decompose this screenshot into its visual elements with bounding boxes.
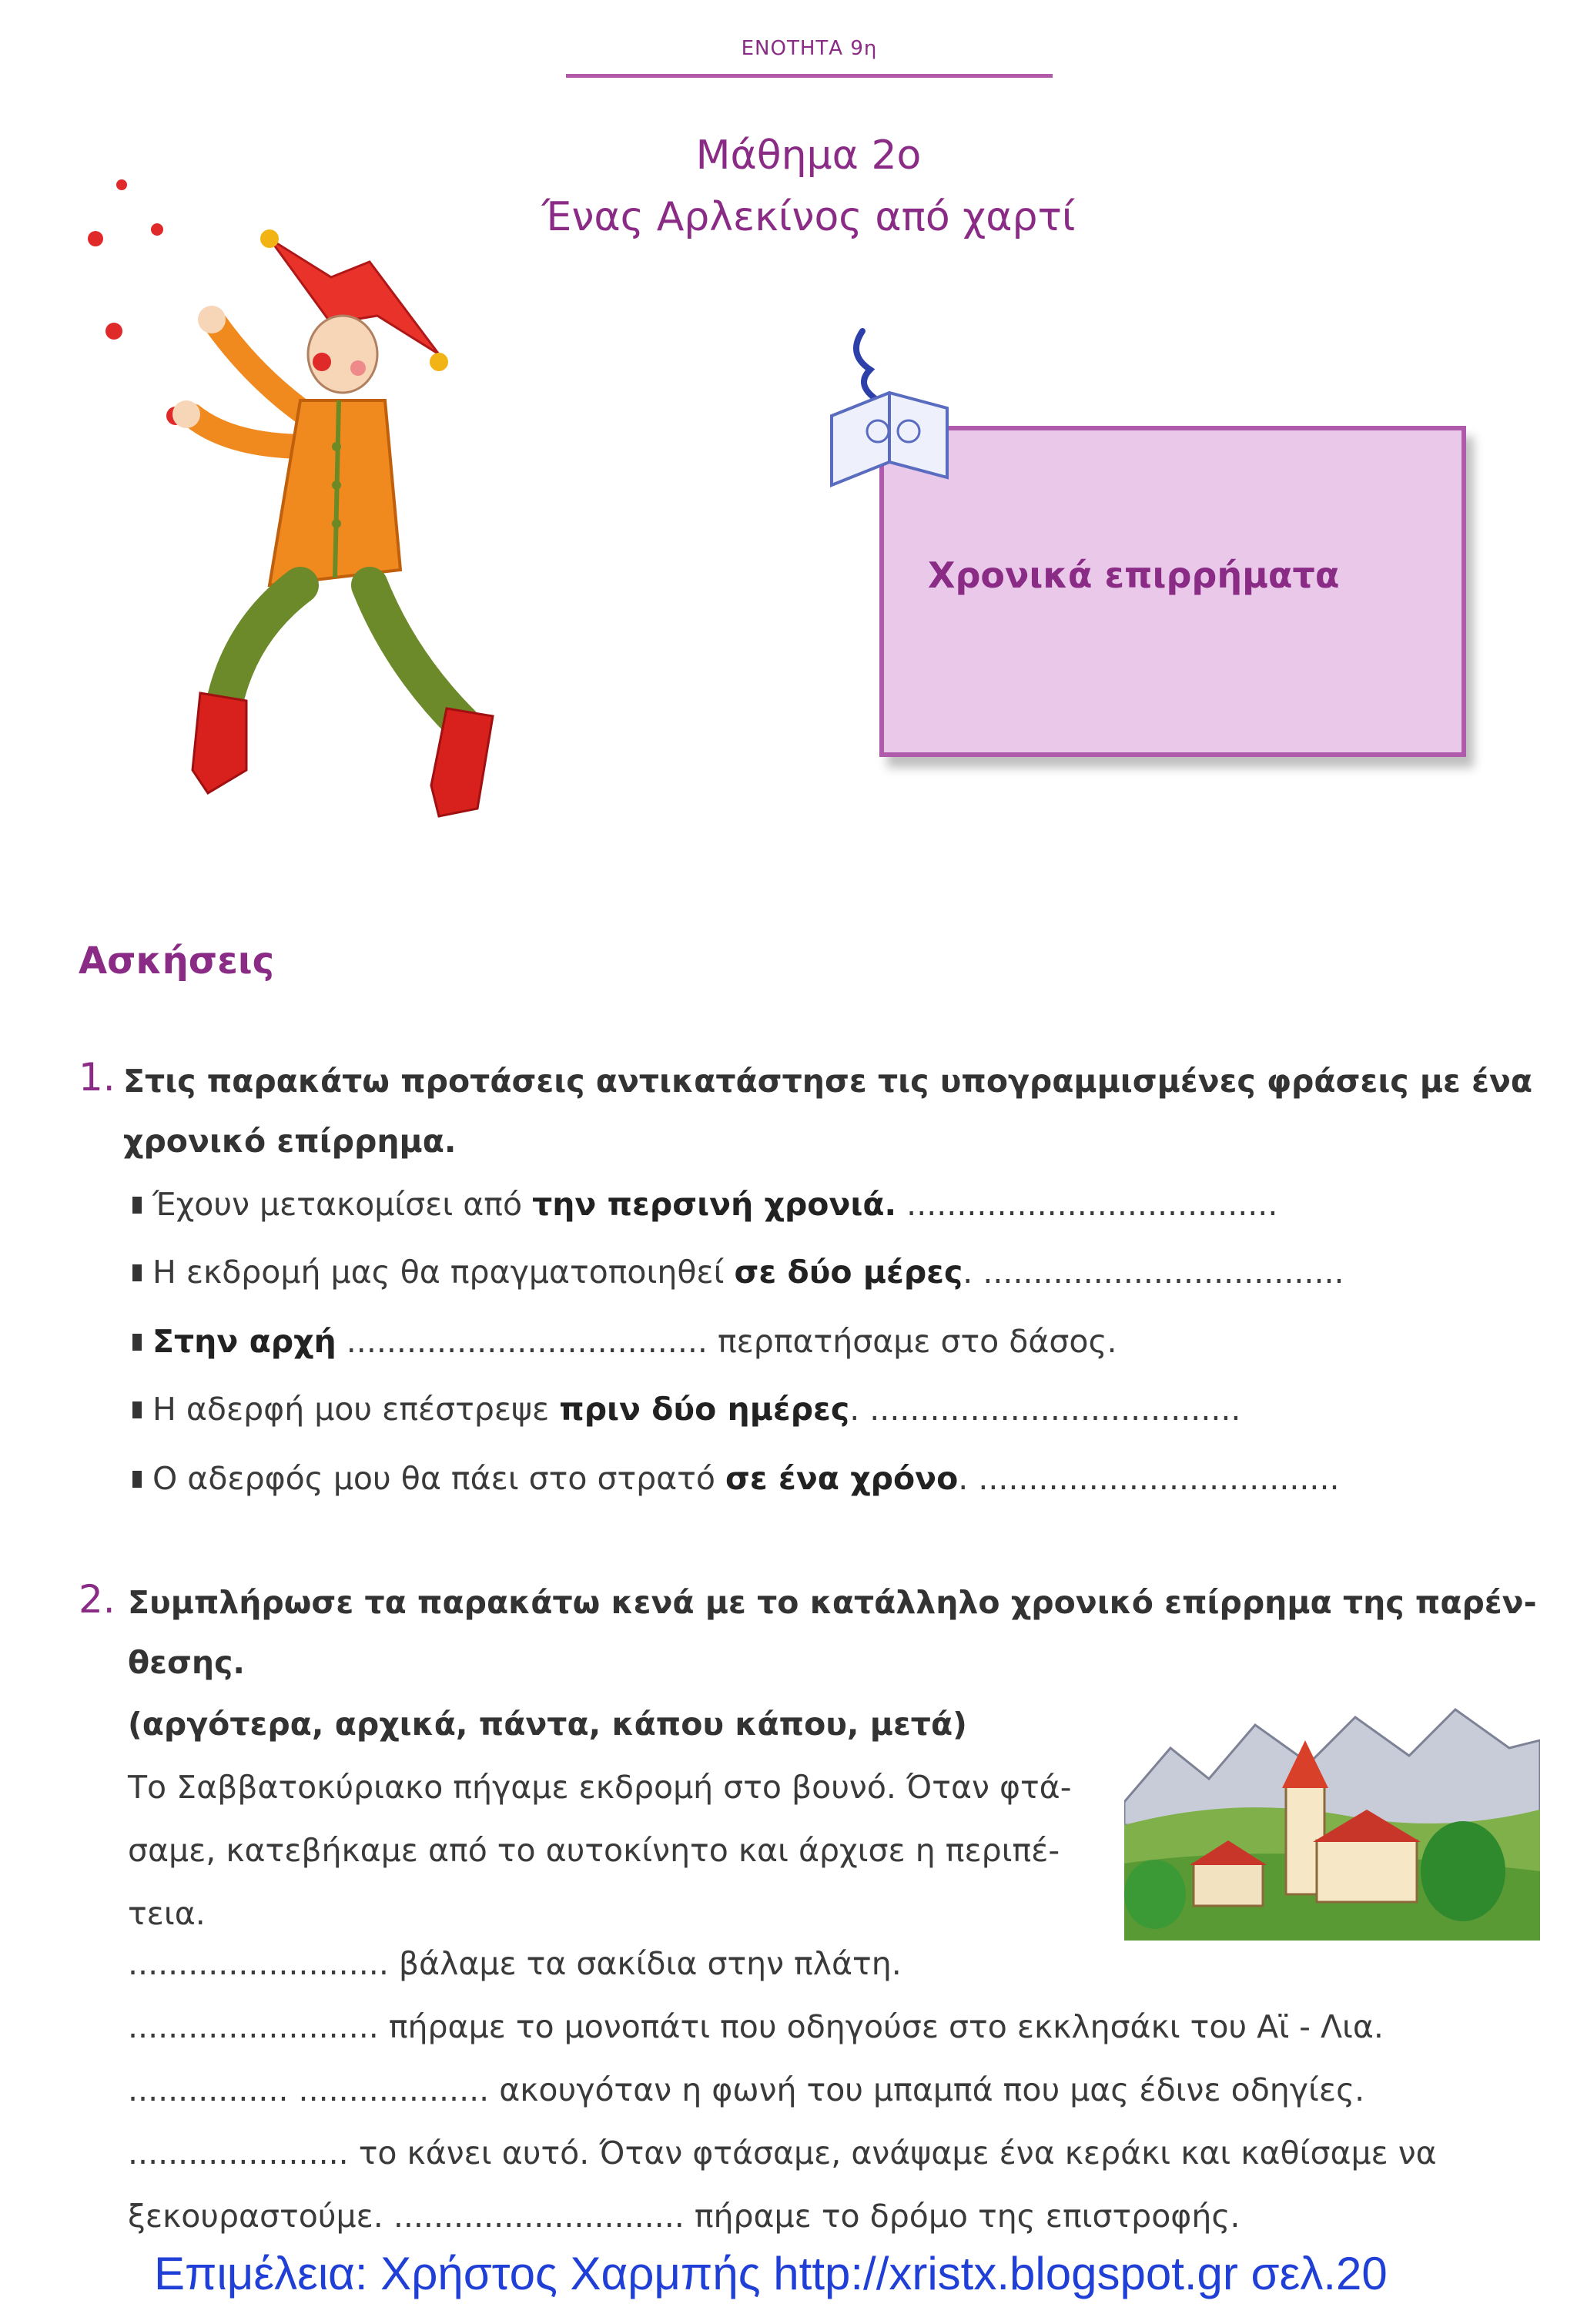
lesson-title: Ένας Αρλεκίνος από χαρτί <box>541 194 1076 240</box>
exercises-heading: Ασκήσεις <box>79 939 275 983</box>
exercise-2-paragraph-line: σαμε, κατεβήκαμε από το αυτοκίνητο και άρχισε η περιπέ- <box>128 1832 1060 1869</box>
bullet-icon <box>132 1471 142 1488</box>
village-landscape-illustration <box>1124 1694 1540 1941</box>
section-header: ΕΝΟΤΗΤΑ 9η <box>741 37 878 60</box>
bullet-icon <box>132 1334 142 1351</box>
harlequin-illustration <box>77 169 539 862</box>
exercise-2-paragraph-line: Το Σαββατοκύριακο πήγαμε εκδρομή στο βουνό. Όταν φτά- <box>128 1769 1072 1806</box>
bullet-icon <box>132 1264 142 1281</box>
section-rule <box>566 74 1053 78</box>
exercise-2-options: (αργότερα, αρχικά, πάντα, κάπου κάπου, μετά) <box>128 1706 967 1743</box>
exercise-1-instruction-line1: Στις παρακάτω προτάσεις αντικατάστησε τις υπογραμμισμένες φράσεις με ένα <box>123 1063 1533 1100</box>
exercise-2-blank-line[interactable]: ...................... το κάνει αυτό. Όταν φτάσαμε, ανάψαμε ένα κεράκι και καθίσαμε να <box>128 2135 1437 2172</box>
exercise-1-instruction-line2: χρονικό επίρρημα. <box>123 1123 457 1160</box>
exercise-2-blank-line[interactable]: ................ ................... ακουγόταν η φωνή του μπαμπά που μας έδινε οδηγίες. <box>128 2071 1365 2108</box>
exercise-2-number: 2. <box>79 1577 116 1622</box>
exercise-2-paragraph-line: τεια. <box>128 1895 206 1932</box>
lesson-number: Μάθημα 2ο <box>695 132 922 179</box>
exercise-2-blank-line[interactable]: ......................... πήραμε το μονοπάτι που οδηγούσε στο εκκλησάκι του Αϊ - Λια. <box>128 2008 1384 2045</box>
exercise-2-instruction-line1: Συμπλήρωσε τα παρακάτω κενά με το κατάλληλο χρονικό επίρρημα της παρέν- <box>128 1584 1537 1621</box>
exercise-2-blank-line[interactable]: ξεκουραστούμε. ............................. πήραμε το δρόμο της επιστροφής. <box>128 2198 1241 2235</box>
footer-credit: Επιμέλεια: Χρήστος Χαρμπής http://xristx.blogspot.gr σελ.20 <box>154 2248 1388 2299</box>
exercise-1-item: Η εκδρομή μας θα πραγματοποιηθεί σε δύο μέρες. .................................... <box>132 1254 1344 1291</box>
bullet-icon <box>132 1401 142 1418</box>
exercise-1-item: Έχουν μετακομίσει από την περσινή χρονιά. ..................................... <box>132 1186 1277 1223</box>
exercise-1-item: Στην αρχή .................................... περπατήσαμε στο δάσος. <box>132 1323 1117 1360</box>
exercise-2-instruction-line2: θεσης. <box>128 1644 245 1681</box>
exercise-1-item: Ο αδερφός μου θα πάει στο στρατό σε ένα χρόνο. .................................... <box>132 1460 1340 1497</box>
open-book-icon <box>816 323 963 493</box>
exercise-1-number: 1. <box>79 1055 116 1100</box>
theory-label: Χρονικά επιρρήματα <box>928 554 1340 596</box>
exercise-2-blank-line[interactable]: .......................... βάλαμε τα σακίδια στην πλάτη. <box>128 1945 902 1982</box>
exercise-1-item: Η αδερφή μου επέστρεψε πριν δύο ημέρες. ..................................... <box>132 1391 1241 1428</box>
bullet-icon <box>132 1197 142 1214</box>
